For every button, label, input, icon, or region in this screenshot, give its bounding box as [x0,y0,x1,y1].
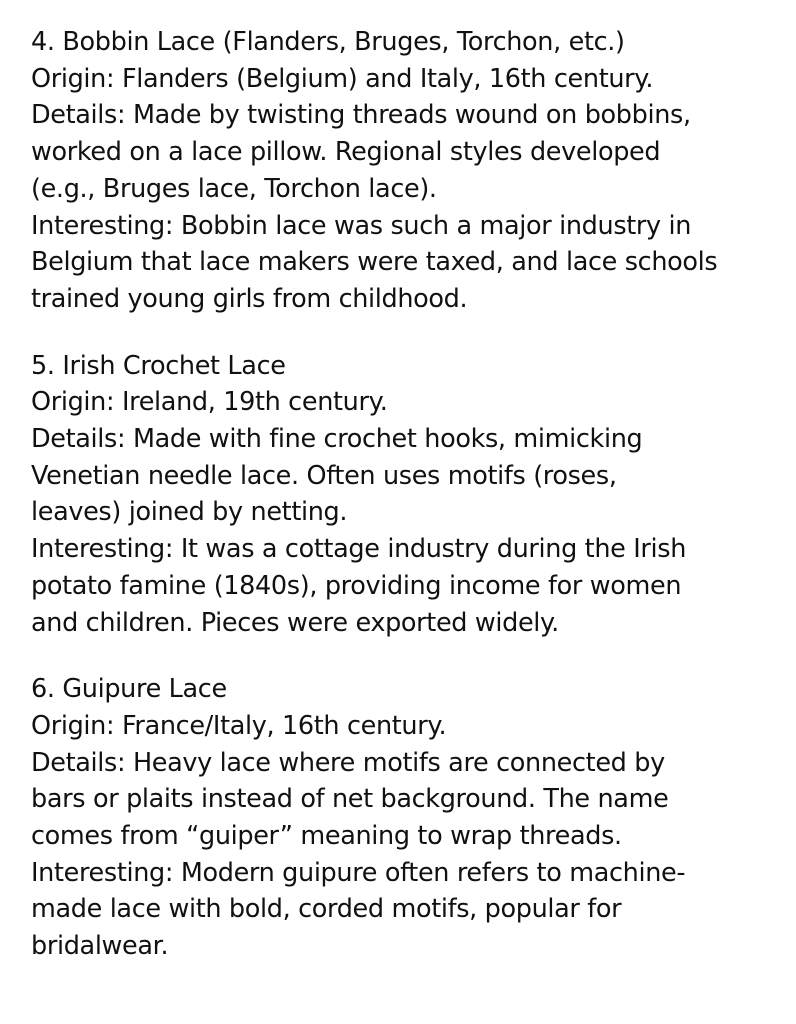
details-line: Details: Heavy lace where motifs are connected by [31,747,665,778]
section-heading: 6. Guipure Lace [31,674,227,705]
interesting-line: Interesting: Modern guipure often refers to machine- [31,857,686,888]
details-line: (e.g., Bruges lace, Torchon lace). [31,173,437,204]
section-bobbin-lace [31,24,776,318]
section-heading: 5. Irish Crochet Lace [31,350,286,381]
interesting-line: Interesting: Bobbin lace was such a major industry in [31,210,692,241]
details-line: Details: Made with fine crochet hooks, mimicking [31,424,643,455]
interesting-line: bridalwear. [31,931,169,962]
interesting-line: potato famine (1840s), providing income for women [31,570,682,601]
interesting-line: made lace with bold, corded motifs, popular for [31,894,622,925]
details-line: bars or plaits instead of net background. The name [31,784,669,815]
details-line: worked on a lace pillow. Regional styles developed [31,137,661,168]
origin-line: Origin: Flanders (Belgium) and Italy, 16th century. [31,63,654,94]
details-line: comes from “guiper” meaning to wrap threads. [31,821,622,852]
details-line: leaves) joined by netting. [31,497,348,528]
interesting-line: trained young girls from childhood. [31,283,468,314]
section-irish-crochet-lace [31,348,776,642]
details-line: Details: Made by twisting threads wound on bobbins, [31,100,691,131]
interesting-line: and children. Pieces were exported widely. [31,607,559,638]
origin-line: Origin: France/Italy, 16th century. [31,710,447,741]
origin-line: Origin: Ireland, 19th century. [31,387,388,418]
interesting-line: Belgium that lace makers were taxed, and lace schools [31,247,718,278]
section-guipure-lace [31,671,776,965]
interesting-line: Interesting: It was a cottage industry during the Irish [31,534,687,565]
details-line: Venetian needle lace. Often uses motifs (roses, [31,460,617,491]
section-heading: 4. Bobbin Lace (Flanders, Bruges, Torchon, etc.) [31,27,625,57]
